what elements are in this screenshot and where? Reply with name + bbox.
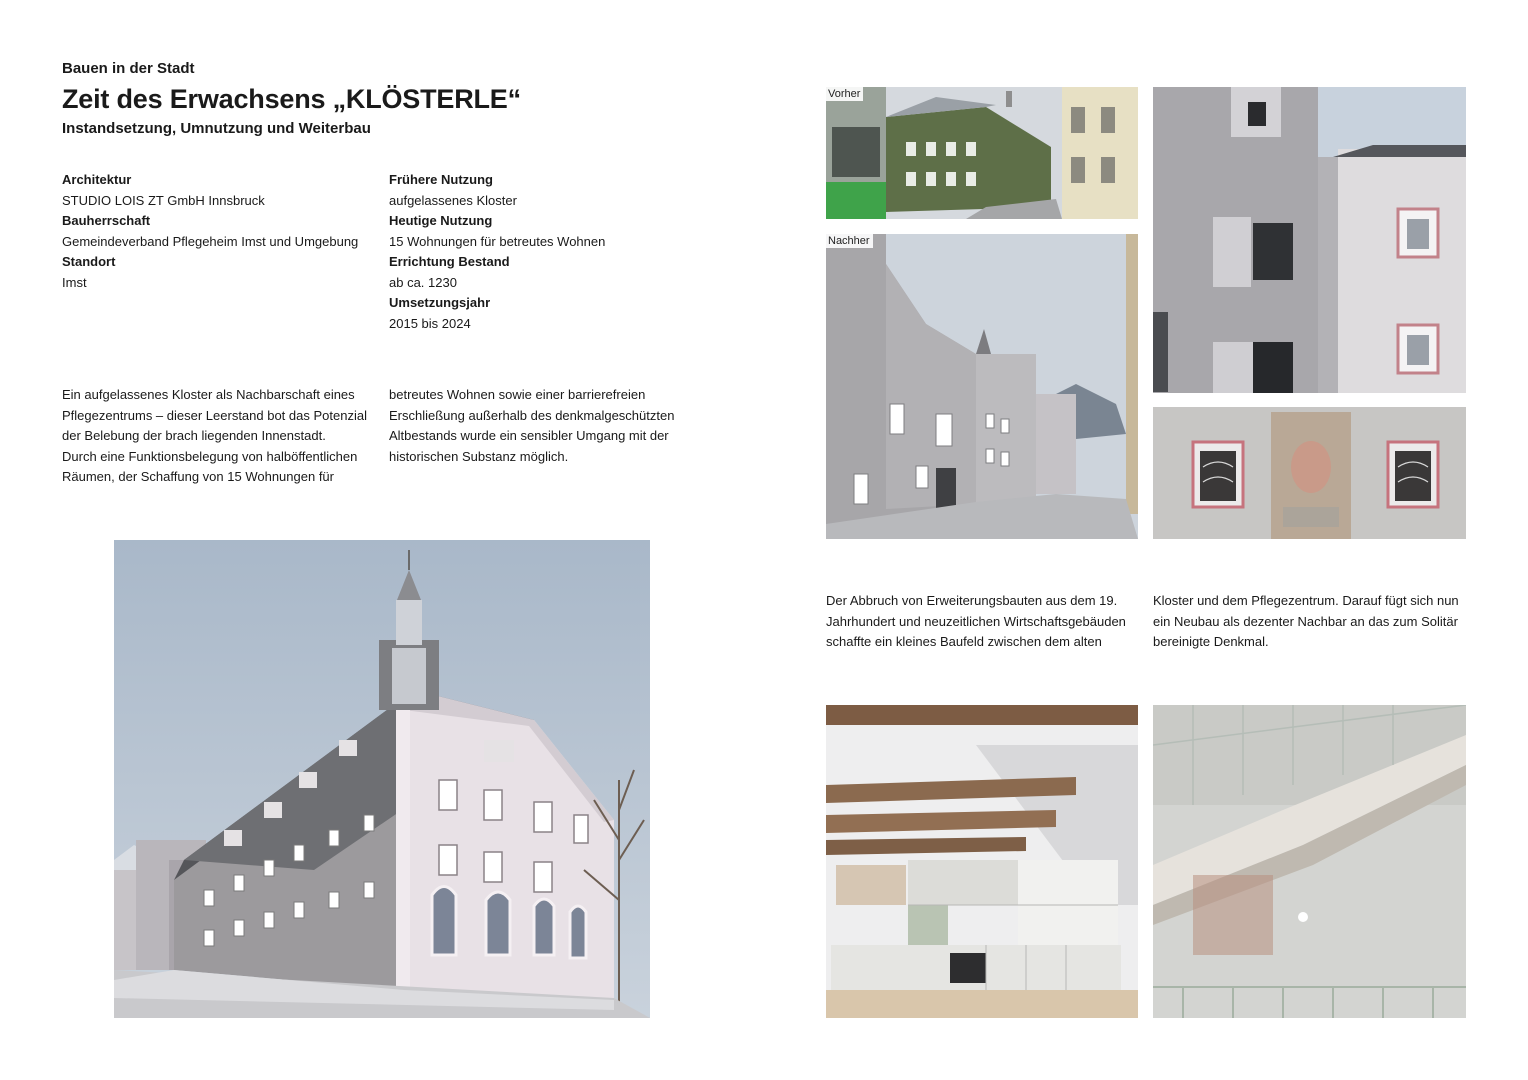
page-subtitle: Instandsetzung, Umnutzung und Weiterbau [62,120,371,137]
text-line: Räumen, der Schaffung von 15 Wohnungen für [62,469,334,484]
fact-value: Gemeindeverband Pflegeheim Imst und Umgebung [62,233,359,249]
text-line: Kloster und dem Pflegezentrum. Darauf fügt sich nun [1153,593,1459,608]
fact-label: Umsetzungsjahr [389,295,491,310]
fresco-detail-photo [1153,407,1466,539]
fact-value: 15 Wohnungen für betreutes Wohnen [389,233,606,249]
main-building-photo [114,540,650,1018]
text-line: der Belebung der brach liegenden Innenstadt. [62,428,326,443]
fact-label: Errichtung Bestand [389,254,510,269]
fact-value: STUDIO LOIS ZT GmbH Innsbruck [62,192,265,208]
intro-text-col1 [62,385,382,488]
facts-left [62,170,382,293]
text-line: Jahrhundert und neuzeitlichen Wirtschaftsgebäuden [826,613,1126,629]
facade-detail-photo [1153,87,1466,393]
fact-value: aufgelassenes Kloster [389,192,517,208]
staircase-photo [1153,705,1466,1018]
text-line: schaffte ein kleines Baufeld zwischen dem alten [826,634,1102,649]
intro-text-col2 [389,385,699,467]
section-label: Bauen in der Stadt [62,60,195,77]
text-line: betreutes Wohnen sowie einer barrierefreien [389,387,646,402]
text-line: Pflegezentrums – dieser Leerstand bot das Potenzial [62,407,367,423]
before-tag: Vorher [826,87,863,101]
before-photo [826,87,1138,219]
fact-label: Heutige Nutzung [389,213,493,228]
text-block-col1 [826,591,1146,653]
text-line: ein Neubau als dezenter Nachbar an das zum Solitär [1153,613,1458,629]
fact-value: ab ca. 1230 [389,274,457,290]
text-line: Durch eine Funktionsbelegung von halböffentlichen [62,448,358,464]
fact-label: Standort [62,254,116,269]
after-tag: Nachher [826,234,873,248]
fact-label: Architektur [62,172,132,187]
fact-value: Imst [62,274,87,290]
text-line: Altbestands wurde ein sensibler Umgang mit der [389,428,669,443]
text-line: historischen Substanz möglich. [389,448,569,464]
fact-label: Bauherrschaft [62,213,151,228]
text-block-col2 [1153,591,1473,653]
text-line: Ein aufgelassenes Kloster als Nachbarschaft eines [62,387,355,402]
text-line: Erschließung außerhalb des denkmalgeschützten [389,407,675,423]
interior-kitchen-photo [826,705,1138,1018]
page-title: Zeit des Erwachsens „KLÖSTERLE“ [62,84,521,114]
fact-value: 2015 bis 2024 [389,315,471,331]
text-line: Der Abbruch von Erweiterungsbauten aus dem 19. [826,593,1118,608]
facts-right [389,170,709,334]
fact-label: Frühere Nutzung [389,172,493,187]
after-photo [826,234,1138,539]
text-line: bereinigte Denkmal. [1153,634,1269,649]
